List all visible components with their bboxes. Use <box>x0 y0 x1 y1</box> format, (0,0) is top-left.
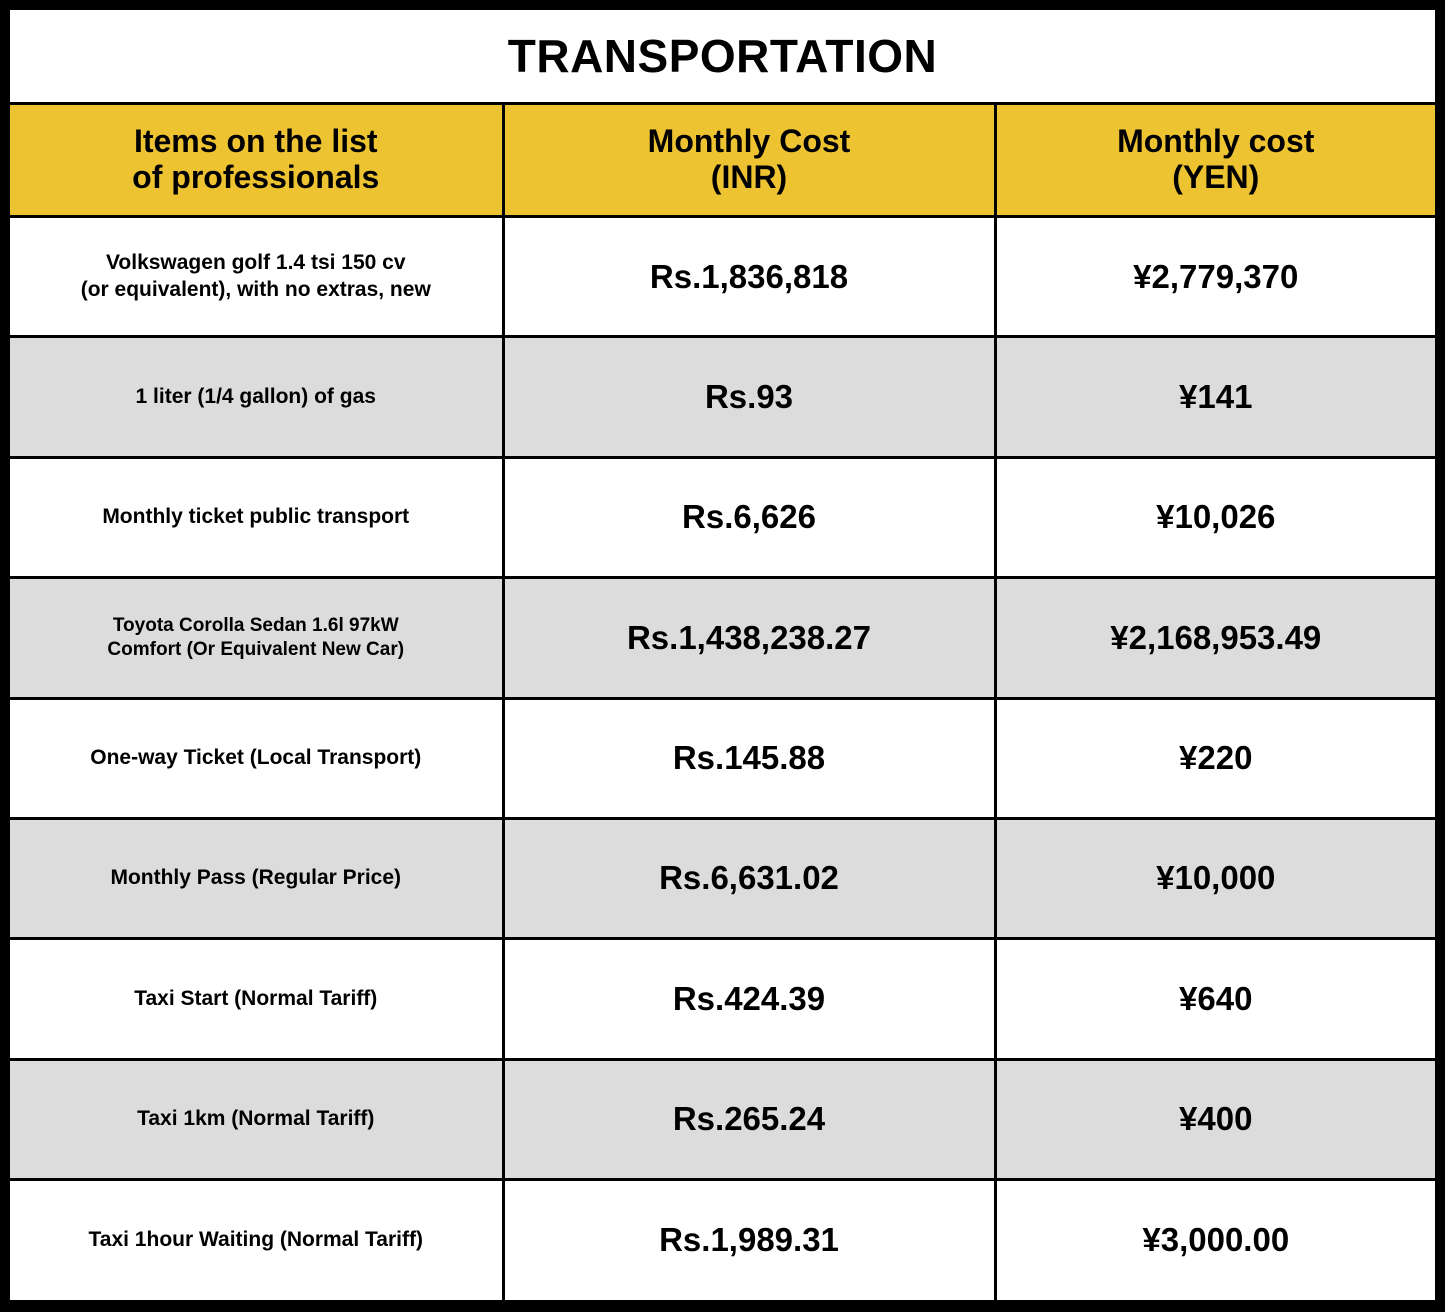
column-header-inr-line1: Monthly Cost <box>647 123 851 160</box>
column-header-row <box>10 104 1435 217</box>
row-item-label-line2: Comfort (Or Equivalent New Car) <box>107 638 405 660</box>
table-row <box>10 939 1435 1059</box>
column-header-items <box>10 104 503 217</box>
row-item-label <box>10 1059 503 1179</box>
row-value-inr: Rs.424.39 <box>503 939 995 1059</box>
row-item-label <box>10 578 503 698</box>
row-item-label <box>10 217 503 337</box>
row-item-label-line1: Monthly Pass (Regular Price) <box>110 866 402 890</box>
title-row <box>10 10 1435 104</box>
row-item-label-line1: Taxi 1hour Waiting (Normal Tariff) <box>88 1228 423 1252</box>
table-row <box>10 818 1435 938</box>
row-value-yen: ¥400 <box>995 1059 1435 1179</box>
table-row <box>10 1180 1435 1301</box>
column-header-inr <box>503 104 995 217</box>
table-row <box>10 578 1435 698</box>
row-item-label-line1: 1 liter (1/4 gallon) of gas <box>135 384 376 408</box>
row-item-label <box>10 818 503 938</box>
row-item-label-line1: Taxi 1km (Normal Tariff) <box>137 1107 375 1131</box>
table-row <box>10 1059 1435 1179</box>
row-value-inr: Rs.265.24 <box>503 1059 995 1179</box>
transportation-cost-table <box>10 10 1435 1300</box>
row-item-label-line1: One-way Ticket (Local Transport) <box>90 746 422 770</box>
row-item-label <box>10 939 503 1059</box>
column-header-yen <box>995 104 1435 217</box>
table-body <box>10 217 1435 1301</box>
row-value-yen: ¥2,168,953.49 <box>995 578 1435 698</box>
row-item-label-line1: Toyota Corolla Sedan 1.6l 97kW <box>112 615 399 637</box>
row-value-inr: Rs.6,631.02 <box>503 818 995 938</box>
row-item-label <box>10 337 503 457</box>
row-value-yen: ¥3,000.00 <box>995 1180 1435 1301</box>
table-head <box>10 10 1435 217</box>
row-value-inr: Rs.93 <box>503 337 995 457</box>
row-value-yen: ¥640 <box>995 939 1435 1059</box>
row-value-yen: ¥2,779,370 <box>995 217 1435 337</box>
row-item-label-line2: (or equivalent), with no extras, new <box>80 277 431 301</box>
row-item-label-line1: Volkswagen golf 1.4 tsi 150 cv <box>105 251 406 275</box>
table-row <box>10 698 1435 818</box>
row-value-inr: Rs.1,438,238.27 <box>503 578 995 698</box>
row-value-yen: ¥10,026 <box>995 457 1435 577</box>
row-value-yen: ¥220 <box>995 698 1435 818</box>
table-row <box>10 217 1435 337</box>
column-header-items-line2: of professionals <box>132 159 380 195</box>
row-value-inr: Rs.1,989.31 <box>503 1180 995 1301</box>
row-item-label-line1: Taxi Start (Normal Tariff) <box>134 986 378 1010</box>
table-container <box>10 10 1435 1300</box>
table-row <box>10 337 1435 457</box>
column-header-inr-line2: (INR) <box>710 159 788 195</box>
column-header-items-line1: Items on the list <box>133 123 378 160</box>
row-value-inr: Rs.145.88 <box>503 698 995 818</box>
row-item-label <box>10 698 503 818</box>
row-item-label <box>10 457 503 577</box>
row-value-inr: Rs.6,626 <box>503 457 995 577</box>
row-value-inr: Rs.1,836,818 <box>503 217 995 337</box>
row-value-yen: ¥141 <box>995 337 1435 457</box>
page-title: TRANSPORTATION <box>507 30 938 82</box>
column-header-yen-line2: (YEN) <box>1172 159 1260 195</box>
table-row <box>10 457 1435 577</box>
row-item-label-line1: Monthly ticket public transport <box>102 505 410 529</box>
column-header-yen-line1: Monthly cost <box>1117 123 1315 160</box>
table-title-cell <box>10 10 1435 104</box>
row-item-label <box>10 1180 503 1301</box>
row-value-yen: ¥10,000 <box>995 818 1435 938</box>
